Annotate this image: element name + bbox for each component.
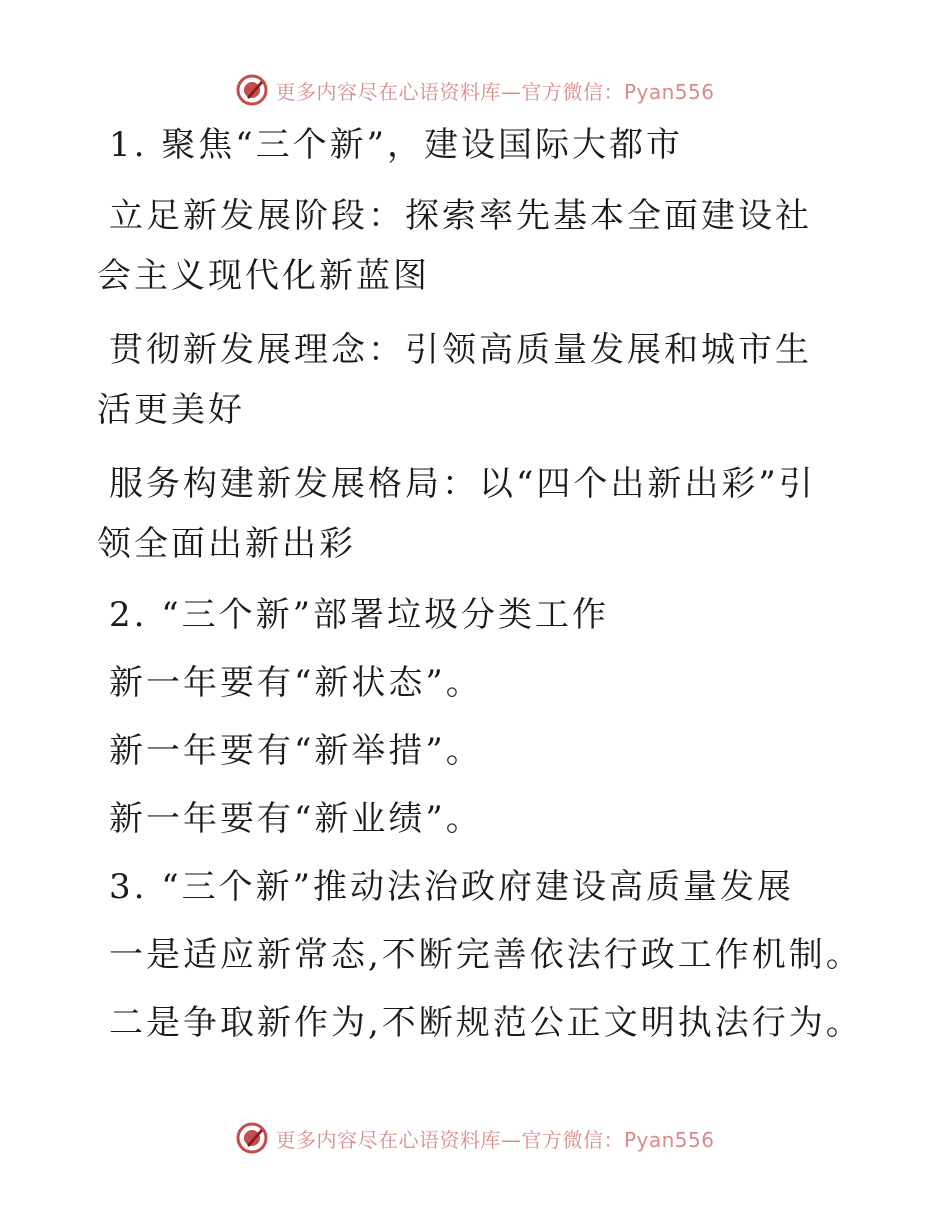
seal-logo-icon	[235, 73, 269, 107]
list-item: 新一年要有“新举措”。	[109, 731, 483, 771]
paragraph-3	[97, 454, 837, 574]
watermark-header	[0, 70, 950, 110]
paragraph-1	[97, 186, 837, 306]
heading-3: 3. “三个新”推动法治政府建设高质量发展	[109, 867, 795, 907]
watermark-text: 更多内容尽在心语资料库—官方微信：Pyan556	[275, 79, 715, 104]
watermark-text: 更多内容尽在心语资料库—官方微信：Pyan556	[275, 1127, 715, 1152]
paragraph-2-text: 贯彻新发展理念：引领高质量发展和城市生活更美好	[97, 330, 812, 430]
list-item: 二是争取新作为,不断规范公正文明执法行为。	[109, 1003, 863, 1043]
paragraph-3-text: 服务构建新发展格局：以“四个出新出彩”引领全面出新出彩	[97, 464, 816, 564]
list-item: 一是适应新常态,不断完善依法行政工作机制。	[109, 935, 863, 975]
list-item: 新一年要有“新业绩”。	[109, 799, 483, 839]
seal-logo-icon	[235, 1121, 269, 1155]
list-item: 新一年要有“新状态”。	[109, 663, 483, 703]
paragraph-1-text: 立足新发展阶段：探索率先基本全面建设社会主义现代化新蓝图	[97, 196, 812, 296]
document-body	[97, 118, 863, 1050]
heading-1: 1. 聚焦“三个新”，建设国际大都市	[109, 125, 684, 165]
paragraph-2	[97, 320, 837, 440]
watermark-footer	[0, 1118, 950, 1158]
heading-2: 2. “三个新”部署垃圾分类工作	[109, 595, 610, 635]
